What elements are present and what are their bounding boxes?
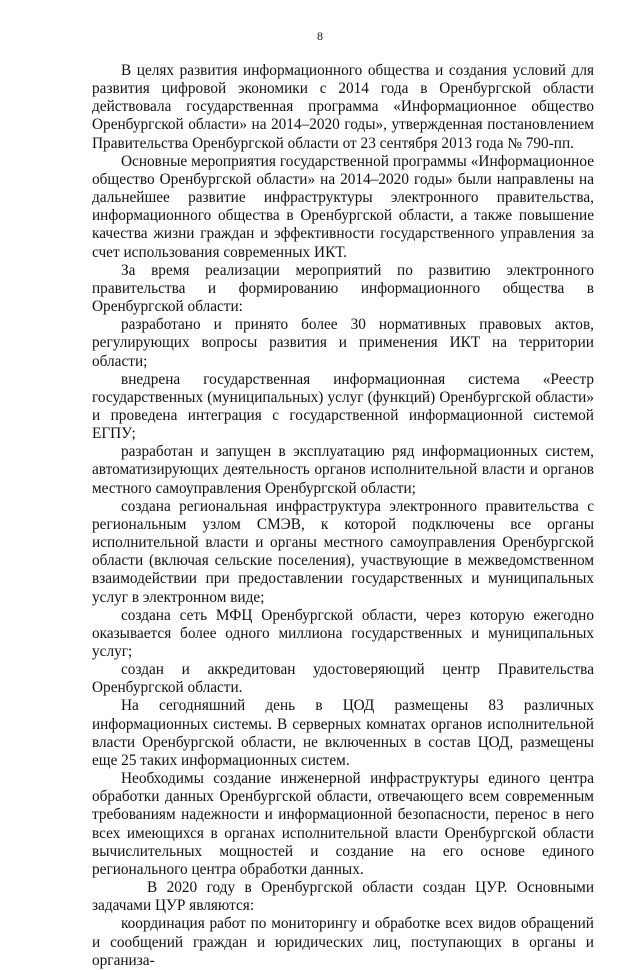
- page-number: 8: [317, 29, 323, 43]
- list-item-certification-center: создан и аккредитован удостоверяющий центр Правительства Оренбургской области.: [92, 661, 594, 697]
- list-item-regional-infrastructure: создана региональная инфраструктура электронного правительства с региональным узлом СМЭВ, к которой подключены все органы исполнительной власти и органы местного самоуправления Оренбургской области (включая сельские поселения), участвующие в межведомственном взаимодействии при предоставлении государственных и муниципальных услуг в электронном виде;: [92, 497, 594, 606]
- paragraph-achievements-intro: За время реализации мероприятий по развитию электронного правительства и формированию информационного общества в Оренбургской области:: [92, 261, 594, 316]
- list-item-mfc-network: создана сеть МФЦ Оренбургской области, через которую ежегодно оказывается более одного миллиона государственных и муниципальных услуг;: [92, 606, 594, 660]
- paragraph-data-center-need: Необходимы создание инженерной инфраструктуры единого центра обработки данных Оренбургской области, отвечающего всем современным требованиям надежности и информационной безопасности, перенос в него всех имеющихся в органах исполнительной власти Оренбургской области вычислительных мощностей и создание на его основе единого регионального центра обработки данных.: [92, 770, 594, 878]
- list-item-normative-acts: разработано и принято более 30 нормативных правовых актов, регулирующих вопросы развития и применения ИКТ на территории области;: [92, 316, 594, 370]
- document-body: [92, 62, 594, 970]
- paragraph-program-goals: Основные мероприятия государственной программы «Информационное общество Оренбургской области» на 2014–2020 годы» были направлены на дальнейшее развитие инфраструктуры электронного правительства, информационного общества в Оренбургской области, а также повышение качества жизни граждан и эффективности государственного управления за счет использования современных ИКТ.: [92, 152, 594, 261]
- list-item-information-systems: разработан и запущен в эксплуатацию ряд информационных систем, автоматизирующих деятельность органов исполнительной власти и органов местного самоуправления Оренбургской области;: [92, 443, 594, 497]
- paragraph-program-intro: В целях развития информационного общества и создания условий для развития цифровой экономики с 2014 года в Оренбургской области действовала государственная программа «Информационное общество Оренбургской области» на 2014–2020 годы», утвержденная постановлением Правительства Оренбургской области от 23 сентября 2013 года № 790-пп.: [92, 62, 594, 152]
- list-item-cur-coordination: координация работ по мониторингу и обработке всех видов обращений и сообщений граждан и юридических лиц, поступающих в органы и организа-: [92, 915, 594, 969]
- list-item-registry-system: внедрена государственная информационная система «Реестр государственных (муниципальных) услуг (функций) Оренбургской области» и проведена интеграция с государственной информационной системой ЕГПУ;: [92, 370, 594, 443]
- paragraph-cur-created: В 2020 году в Оренбургской области создан ЦУР. Основными задачами ЦУР являются:: [92, 879, 594, 915]
- paragraph-data-center-status: На сегодняшний день в ЦОД размещены 83 различных информационных системы. В серверных комнатах органов исполнительной власти Оренбургской области, не включенных в состав ЦОД, размещены еще 25 таких информационных систем.: [92, 697, 594, 769]
